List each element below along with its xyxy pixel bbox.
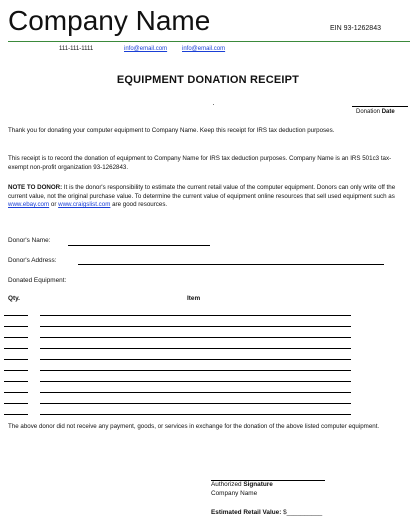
ein-number: EIN 93-1262843 xyxy=(330,25,381,32)
donated-equipment-label: Donated Equipment: xyxy=(8,277,67,284)
item-line[interactable] xyxy=(40,392,351,393)
qty-line[interactable] xyxy=(4,370,28,371)
item-line[interactable] xyxy=(40,381,351,382)
estimated-retail-value: Estimated Retail Value: $__________ xyxy=(211,509,323,516)
item-line[interactable] xyxy=(40,348,351,349)
item-line[interactable] xyxy=(40,315,351,316)
estimated-value-field[interactable]: $__________ xyxy=(283,509,323,516)
qty-line[interactable] xyxy=(4,326,28,327)
email-link-2[interactable]: info@email.com xyxy=(182,46,226,52)
qty-line[interactable] xyxy=(4,392,28,393)
phone-number: 111-111-1111 xyxy=(59,46,94,52)
thanks-paragraph: Thank you for donating your computer equipment to Company Name. Keep this receipt for IRS tax deduction purposes. xyxy=(8,127,335,134)
qty-line[interactable] xyxy=(4,359,28,360)
receipt-title: EQUIPMENT DONATION RECEIPT xyxy=(116,74,300,86)
qty-line[interactable] xyxy=(4,315,28,316)
signature-company-name: Company Name xyxy=(211,490,258,497)
qty-line[interactable] xyxy=(4,414,28,415)
company-name: Company Name xyxy=(8,5,211,36)
authorized-signature-label: Authorized Signature xyxy=(211,481,273,488)
email-link-1[interactable]: info@email.com xyxy=(124,46,168,52)
item-line[interactable] xyxy=(40,326,351,327)
donor-address-line[interactable] xyxy=(78,264,384,265)
item-line[interactable] xyxy=(40,337,351,338)
craigslist-link[interactable]: www.craigslist.com xyxy=(58,201,111,209)
qty-header: Qty. xyxy=(8,295,20,302)
stray-dot xyxy=(213,104,214,105)
qty-line[interactable] xyxy=(4,381,28,382)
donor-name-line[interactable] xyxy=(68,245,210,246)
header-divider xyxy=(8,41,410,42)
record-paragraph: This receipt is to record the donation of equipment to Company Name for IRS tax deduction purposes. Company Name is an IRS 501c3 tax-exempt non-profit organization 93-1262843. xyxy=(8,155,392,171)
qty-line[interactable] xyxy=(4,403,28,404)
item-line[interactable] xyxy=(40,359,351,360)
item-line[interactable] xyxy=(40,370,351,371)
disclaimer-paragraph: The above donor did not receive any payment, goods, or services in exchange for the donation of the above listed computer equipment. xyxy=(8,423,380,430)
item-line[interactable] xyxy=(40,414,351,415)
note-paragraph: NOTE TO DONOR: It is the donor's responsibility to estimate the current retail value of the computer equipment. Donors can only write off the current value, not the original purchase value. To determine the current value of equipment online resources that sell used equipment such as www.ebay.com or www.craigslist.com are good resources. xyxy=(8,184,396,209)
donation-date-label: Donation Date xyxy=(356,109,395,115)
qty-line[interactable] xyxy=(4,348,28,349)
qty-line[interactable] xyxy=(4,337,28,338)
donor-name-label: Donor's Name: xyxy=(8,237,51,244)
ebay-link[interactable]: www.ebay.com xyxy=(8,201,50,209)
donation-date-line[interactable] xyxy=(352,106,408,107)
item-line[interactable] xyxy=(40,403,351,404)
donor-address-label: Donor's Address: xyxy=(8,257,57,264)
item-header: Item xyxy=(187,295,201,302)
